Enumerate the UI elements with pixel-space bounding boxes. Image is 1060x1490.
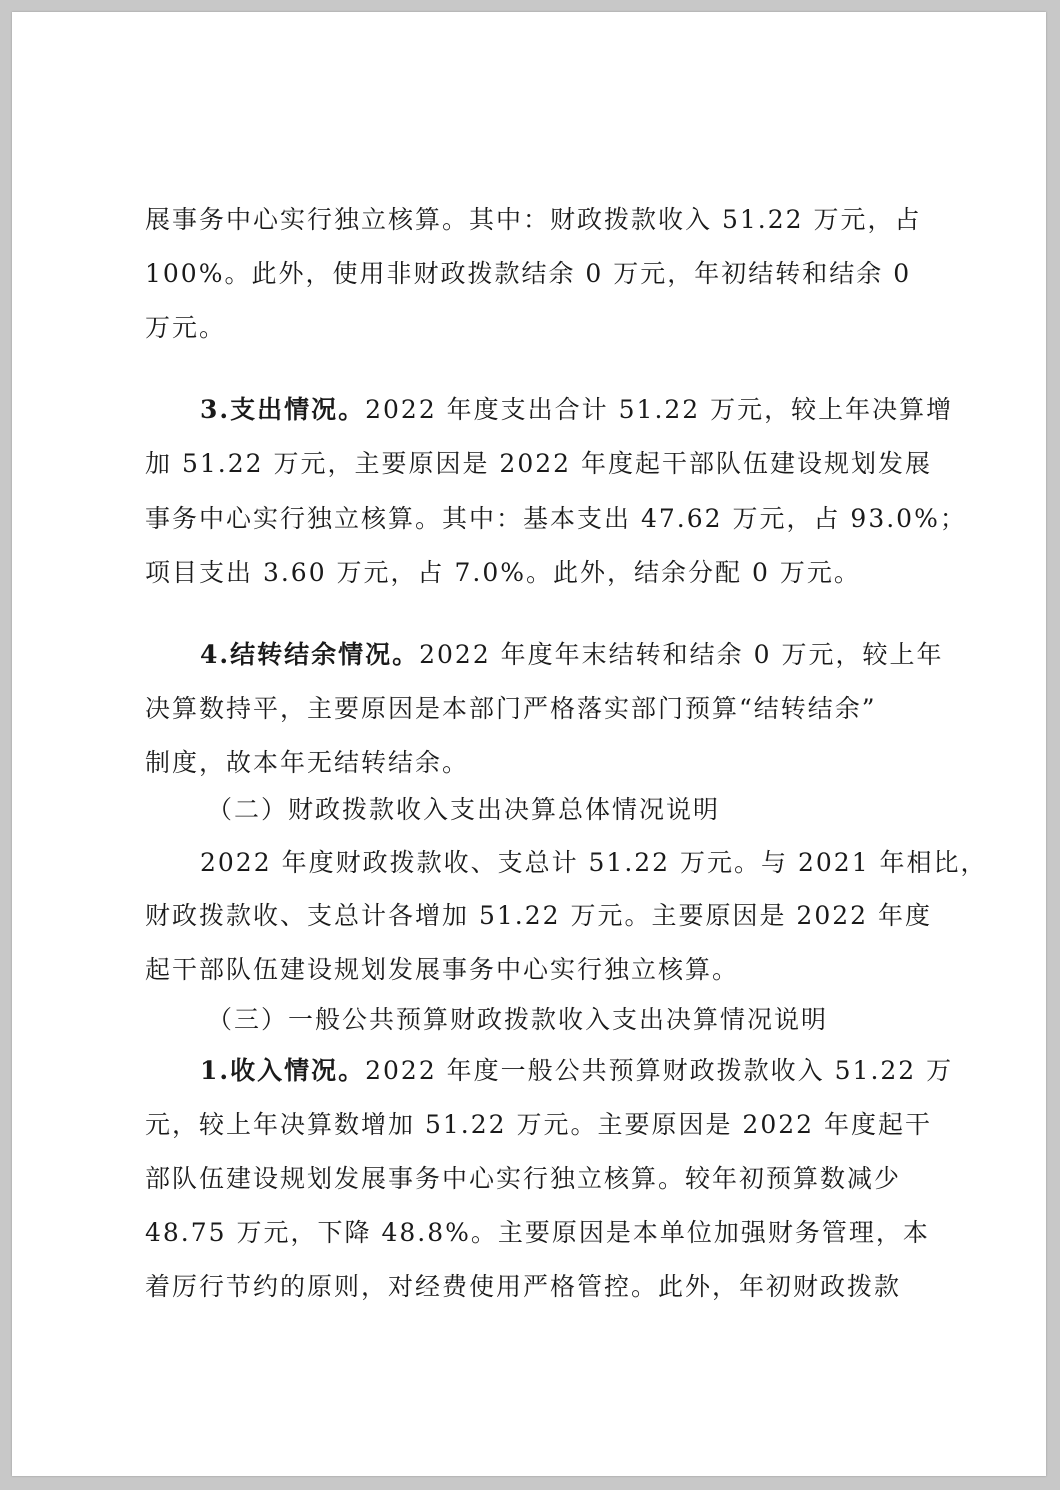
paragraph-line: 制度，故本年无结转结余。: [145, 748, 470, 777]
paragraph-line: [200, 394, 953, 426]
paragraph-line: 项目支出 3.60 万元，占 7.0%。此外，结余分配 0 万元。: [145, 558, 861, 587]
paragraph-line: 加 51.22 万元，主要原因是 2022 年度起干部队伍建设规划发展: [145, 449, 932, 478]
paragraph-line: 2022 年度财政拨款收、支总计 51.22 万元。与 2021 年相比，: [200, 848, 988, 877]
paragraph-line: [200, 1055, 953, 1087]
paragraph-text: 2022 年度一般公共预算财政拨款收入 51.22 万: [365, 1056, 954, 1085]
paragraph-line: 展事务中心实行独立核算。其中：财政拨款收入 51.22 万元，占: [145, 205, 922, 234]
document-page: [12, 12, 1046, 1476]
paragraph-line: 财政拨款收、支总计各增加 51.22 万元。主要原因是 2022 年度: [145, 901, 932, 930]
paragraph-line: 万元。: [145, 313, 227, 342]
section-heading: （二）财政拨款收入支出决算总体情况说明: [207, 795, 721, 824]
section-lead-carryover: 4.结转结余情况。: [200, 640, 420, 669]
paragraph-text: 2022 年度年末结转和结余 0 万元，较上年: [419, 640, 944, 669]
paragraph-line: 元，较上年决算数增加 51.22 万元。主要原因是 2022 年度起干: [145, 1110, 932, 1139]
paragraph-line: 部队伍建设规划发展事务中心实行独立核算。较年初预算数减少: [145, 1164, 902, 1193]
paragraph-line: [200, 639, 943, 671]
paragraph-text: 2022 年度支出合计 51.22 万元，较上年决算增: [365, 395, 954, 424]
paragraph-line: 100%。此外，使用非财政拨款结余 0 万元，年初结转和结余 0: [145, 259, 912, 288]
paragraph-line: 48.75 万元，下降 48.8%。主要原因是本单位加强财务管理，本: [145, 1218, 930, 1247]
section-lead-expenditure: 3.支出情况。: [200, 395, 366, 424]
paragraph-line: 事务中心实行独立核算。其中：基本支出 47.62 万元，占 93.0%；: [145, 504, 967, 533]
paragraph-line: 起干部队伍建设规划发展事务中心实行独立核算。: [145, 955, 740, 984]
paragraph-line: 决算数持平，主要原因是本部门严格落实部门预算“结转结余”: [145, 694, 877, 723]
paragraph-line: 着厉行节约的原则，对经费使用严格管控。此外，年初财政拨款: [145, 1272, 902, 1301]
section-heading: （三）一般公共预算财政拨款收入支出决算情况说明: [207, 1005, 829, 1034]
section-lead-income: 1.收入情况。: [200, 1056, 366, 1085]
